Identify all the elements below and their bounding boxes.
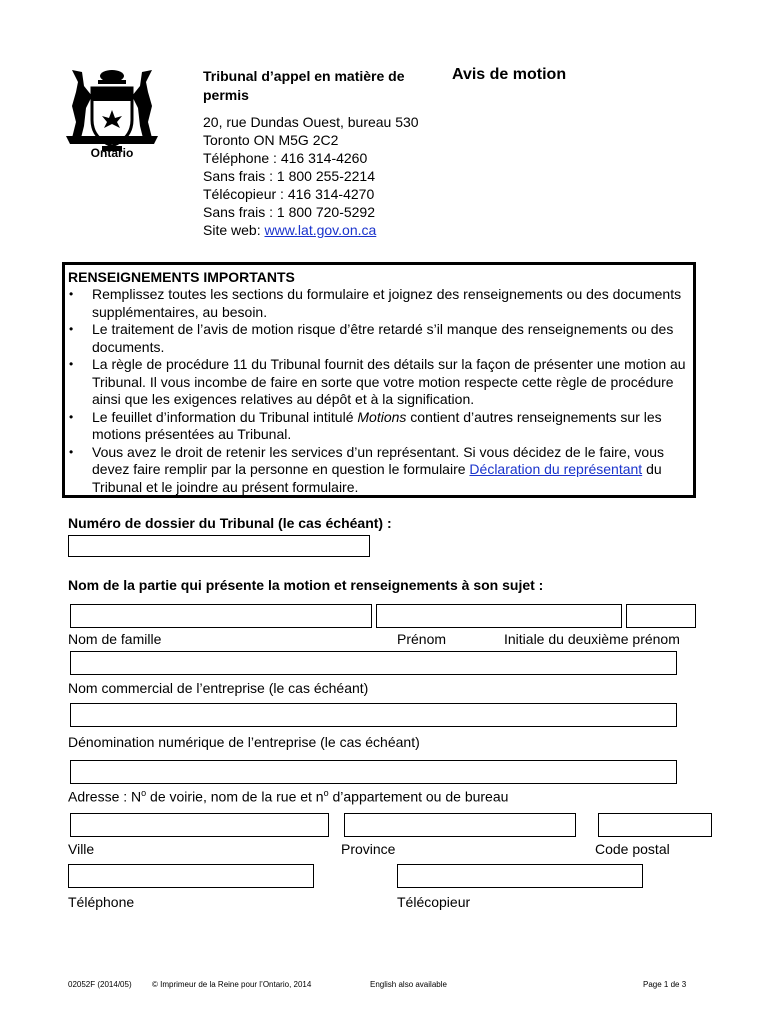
english-available: English also available [370, 980, 447, 989]
important-item-5 [68, 444, 689, 497]
important-list [68, 286, 689, 496]
important-item-4 [68, 409, 689, 444]
representative-form-link[interactable]: Déclaration du représentant [469, 461, 643, 477]
toll-free-fax-line: Sans frais : 1 800 720-5292 [203, 204, 376, 220]
address-label-a: Adresse : N [68, 788, 142, 805]
business-name-label: Nom commercial de l’entreprise (le cas échéant) [68, 680, 369, 696]
item-5-text-b: du Tribunal et le joindre au présent formulaire. [92, 461, 662, 495]
file-number-question: Numéro de dossier du Tribunal (le cas échéant) : [68, 515, 392, 531]
address-line-1: 20, rue Dundas Ouest, bureau 530 [203, 114, 419, 130]
address-sup-1: o [141, 788, 147, 798]
important-info-box [62, 262, 696, 498]
numbered-company-input[interactable] [70, 703, 677, 727]
contact-block [203, 113, 419, 239]
important-heading: RENSEIGNEMENTS IMPORTANTS [68, 269, 295, 285]
toll-free-line: Sans frais : 1 800 255-2214 [203, 168, 376, 184]
address-line-2: Toronto ON M5G 2C2 [203, 132, 339, 148]
province-label: Province [341, 841, 396, 857]
address-label-b: de voirie, nom de la rue et n [146, 788, 324, 805]
business-name-input[interactable] [70, 651, 677, 675]
telephone-input[interactable] [68, 864, 314, 888]
last-name-label: Nom de famille [68, 631, 162, 647]
fax-label: Télécopieur [397, 894, 471, 910]
fax-input[interactable] [397, 864, 643, 888]
telephone-label: Téléphone [68, 894, 135, 910]
city-input[interactable] [70, 813, 329, 837]
address-label [68, 788, 508, 805]
item-4-text-a: Le feuillet d’information du Tribunal intitulé [92, 408, 358, 425]
province-input[interactable] [344, 813, 576, 837]
page-title: Avis de motion [452, 66, 567, 83]
address-input[interactable] [70, 760, 677, 784]
item-5-text-a: Vous avez le droit de retenir les services d’un représentant. Si vous décidez de le faire, vous devez faire remplir par la personne en question le formulaire [92, 443, 664, 477]
file-number-input[interactable] [68, 535, 370, 557]
important-item-3: • La règle de procédure 11 du Tribunal fournit des détails sur la façon de présenter une motion au Tribunal. Il vous incombe de faire en sorte que votre motion respecte cette règle de procédure ainsi que les exigences relatives au dépôt et à la signification. [68, 356, 689, 409]
first-name-label: Prénom [397, 631, 447, 647]
last-name-input[interactable] [70, 604, 372, 628]
item-4-text-b: contient d’autres renseignements sur les motions présentées au Tribunal. [92, 408, 662, 442]
fax-line: Télécopieur : 416 314-4270 [203, 186, 375, 202]
logo-label: Ontario [90, 146, 134, 160]
page-number: Page 1 de 3 [643, 980, 687, 989]
middle-initial-label: Initiale du deuxième prénom [504, 631, 680, 647]
website-line [203, 221, 419, 239]
motions-emphasis: Motions [357, 408, 407, 425]
important-item-1: • Remplissez toutes les sections du formulaire et joignez des renseignements ou des documents supplémentaires, au besoin. [68, 286, 689, 321]
website-label: Site web: [203, 222, 265, 238]
important-item-2: • Le traitement de l’avis de motion risque d’être retardé s’il manque des renseignements ou des documents. [68, 321, 689, 356]
first-name-input[interactable] [376, 604, 622, 628]
middle-initial-input[interactable] [626, 604, 696, 628]
numbered-company-label: Dénomination numérique de l’entreprise (le cas échéant) [68, 734, 420, 750]
city-label: Ville [68, 841, 95, 857]
website-link[interactable]: www.lat.gov.on.ca [264, 222, 377, 238]
tribunal-name: Tribunal d’appel en matière de permis [203, 68, 405, 103]
address-label-c: d’appartement ou de bureau [328, 788, 509, 805]
party-question: Nom de la partie qui présente la motion et renseignements à son sujet : [68, 577, 544, 593]
postal-code-label: Code postal [595, 841, 670, 857]
form-code: 02052F (2014/05) [68, 980, 132, 989]
postal-code-input[interactable] [598, 813, 712, 837]
copyright: © Imprimeur de la Reine pour l’Ontario, 2014 [152, 980, 312, 989]
phone-line: Téléphone : 416 314-4260 [203, 150, 368, 166]
address-sup-2: o [323, 788, 329, 798]
